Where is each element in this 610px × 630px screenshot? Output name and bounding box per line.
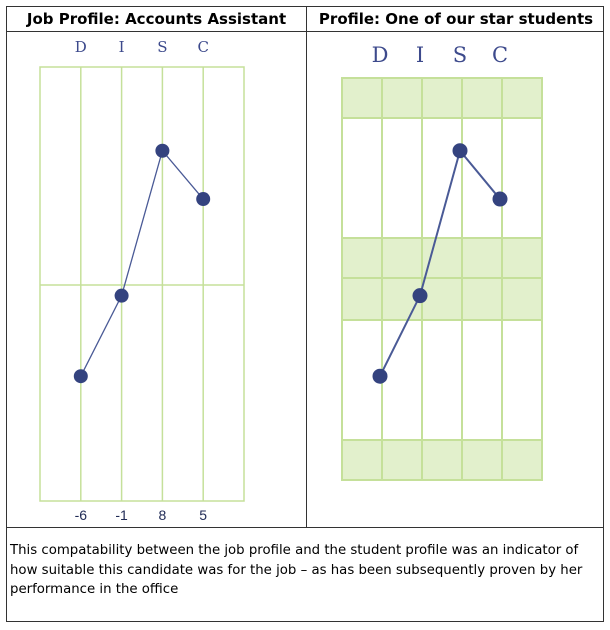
left-point-c [196,192,210,206]
left-x-tick-label: 8 [158,507,167,523]
right-point-s [453,143,468,158]
left-point-i [115,289,129,303]
left-panel-title: Job Profile: Accounts Assistant [26,10,287,28]
right-point-d [373,369,388,384]
right-shaded-band [342,78,542,118]
right-category-label: I [415,43,425,67]
right-shaded-band [342,278,542,320]
left-category-label: D [74,38,87,56]
right-category-label: C [491,43,509,67]
right-panel-title: Profile: One of our star students [318,10,594,28]
left-category-label: C [197,38,209,56]
right-category-label: S [452,43,468,67]
right-category-label: D [371,43,389,67]
left-grid-border [40,67,244,501]
left-series-line [81,151,203,376]
left-category-label: I [118,38,125,56]
right-point-i [413,288,428,303]
right-shaded-band [342,238,542,278]
caption-text: This compatability between the job profile and the student profile was an indicator of how suitable this candidate was for the job – as has been subsequently proven by her performance in the office [10,543,583,597]
left-category-label: S [157,38,168,56]
right-point-c [493,192,508,207]
right-shaded-band [342,440,542,480]
left-x-tick-label: -6 [74,507,88,523]
left-x-tick-label: -1 [115,507,128,523]
left-point-d [74,369,88,383]
left-x-tick-label: 5 [199,507,208,523]
left-point-s [155,144,169,158]
